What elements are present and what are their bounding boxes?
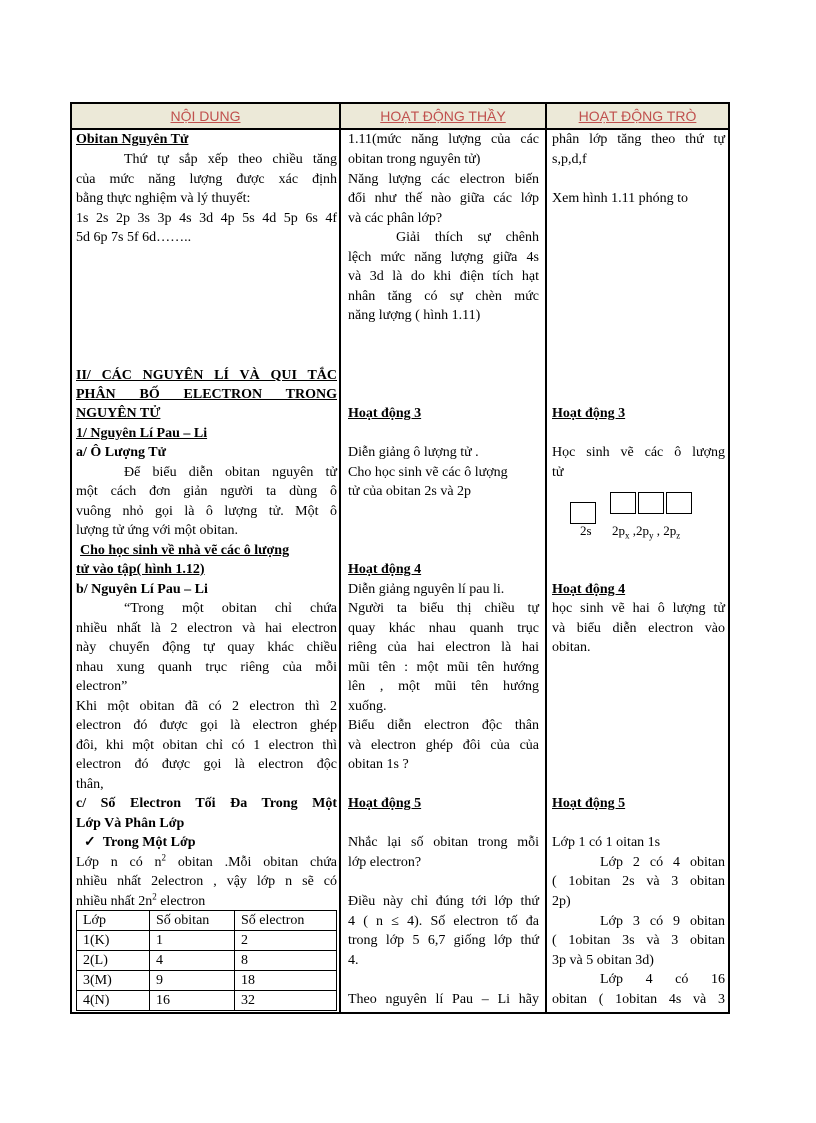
text-line: bằng thực nghiệm và lý thuyết: bbox=[76, 191, 251, 206]
section-heading: NGUYÊN TỬ bbox=[76, 406, 161, 421]
column-divider bbox=[339, 104, 341, 1012]
text-line: 4 ( n ≤ 4). Số electron tố đa bbox=[348, 914, 539, 929]
lesson-table bbox=[70, 102, 730, 1014]
text-line: lớp electron? bbox=[348, 855, 422, 870]
text-line: lệch mức năng lượng giữa 4s bbox=[348, 250, 539, 265]
text-line: “Trong một obitan chỉ chứa bbox=[124, 601, 337, 616]
table-cell: 4 bbox=[150, 951, 235, 971]
text-line: lượng tử ứng với một obitan. bbox=[76, 523, 239, 538]
text-line: nhân tăng có sự chèn mức bbox=[348, 289, 539, 304]
text-line: Khi một obitan đã có 2 electron thì 2 bbox=[76, 699, 337, 714]
text-line: mũi tên : một mũi tên hướng bbox=[348, 660, 539, 675]
text-line: xuống. bbox=[348, 699, 387, 714]
orbital-label-2s: 2s bbox=[580, 523, 592, 538]
activity-4-heading: Hoạt động 4 bbox=[552, 582, 626, 597]
table-header-cell: Số electron bbox=[235, 911, 337, 931]
orbital-label-2p: $2p_x$ $,2p_y$ , $2p_z$ bbox=[612, 523, 681, 541]
text-line: năng lượng ( hình 1.11) bbox=[348, 308, 481, 323]
text-line: electron đó được gọi là electron ghép bbox=[76, 718, 337, 733]
text-line: Giải thích sự chênh bbox=[396, 230, 539, 245]
table-cell: 1 bbox=[150, 931, 235, 951]
activity-3-heading: Hoạt động 3 bbox=[552, 406, 626, 421]
text-line: Diễn giảng nguyên lí pau li. bbox=[348, 582, 505, 597]
obitan-title: Obitan Nguyên Tử bbox=[76, 132, 189, 147]
header-hoat-dong-tro: HOẠT ĐỘNG TRÒ bbox=[547, 104, 728, 130]
text-line: 1.11(mức năng lượng của các bbox=[348, 132, 539, 147]
text-line: Lớp 3 có 9 obitan bbox=[600, 914, 725, 929]
text-line: 2p) bbox=[552, 894, 571, 909]
activity-3-heading: Hoạt động 3 bbox=[348, 406, 422, 421]
quantum-cells-diagram bbox=[552, 490, 725, 540]
table-cell: 2 bbox=[235, 931, 337, 951]
text-line: và biểu diễn electron vào bbox=[552, 621, 725, 636]
max-electron-title: Lớp Và Phân Lớp bbox=[76, 816, 185, 831]
check-icon: ✓ bbox=[84, 835, 96, 850]
table-header-cell: Lớp bbox=[77, 911, 150, 931]
orbital-box-2s bbox=[570, 502, 596, 524]
text-line: nhiều nhất 2electron , vậy lớp n sẽ có bbox=[76, 874, 337, 889]
text-line: 1s 2s 2p 3s 3p 4s 3d 4p 5s 4d 5p 6s 4f bbox=[76, 211, 337, 226]
text-line: Điều này chỉ đúng tới lớp thứ bbox=[348, 894, 539, 909]
section-heading: II/ CÁC NGUYÊN LÍ VÀ QUI TẮC bbox=[76, 368, 337, 383]
text-line: Để biểu diễn obitan nguyên tử bbox=[124, 465, 337, 480]
activity-5-heading: Hoạt động 5 bbox=[552, 796, 626, 811]
text-line: Lớp 2 có 4 obitan bbox=[600, 855, 725, 870]
text-line: tử của obitan 2s và 2p bbox=[348, 484, 472, 499]
max-electron-title: c/ Số Electron Tối Đa Trong Một bbox=[76, 796, 337, 811]
text-line: Nhắc lại số obitan trong mỗi bbox=[348, 835, 539, 850]
table-row bbox=[77, 931, 337, 951]
table-cell: 32 bbox=[235, 991, 337, 1011]
text-line: quay khác nhau quanh trục bbox=[348, 621, 539, 636]
text-line: của mức năng lượng được xác định bbox=[76, 172, 337, 187]
text-line: và các phân lớp? bbox=[348, 211, 443, 226]
text-line: đôi, khi một obitan chỉ có 1 electron thì bbox=[76, 738, 337, 753]
table-cell: 18 bbox=[235, 971, 337, 991]
orbital-box-2p bbox=[638, 492, 664, 514]
orbital-box-2p bbox=[610, 492, 636, 514]
electron-table bbox=[76, 910, 337, 1011]
homework-note: tử vào tập( hình 1.12) bbox=[76, 562, 205, 577]
text-line: đổi như thế nào giữa các lớp bbox=[348, 191, 539, 206]
table-header-row bbox=[77, 911, 337, 931]
text-line: riêng của hai electron là hai bbox=[348, 640, 539, 655]
quantum-cell-title: a/ Ô Lượng Tử bbox=[76, 445, 167, 460]
text-line: electron đó được gọi là electron độc bbox=[76, 757, 337, 772]
pauli-principle-title: b/ Nguyên Lí Pau – Li bbox=[76, 582, 208, 597]
column-divider bbox=[545, 104, 547, 1012]
orbital-box-2p bbox=[666, 492, 692, 514]
content-column bbox=[76, 130, 337, 1012]
text-line: 5d 6p 7s 5f 6d…….. bbox=[76, 230, 192, 245]
text-line: Năng lượng các electron biến bbox=[348, 172, 539, 187]
text-line: học sinh vẽ hai ô lượng tử bbox=[552, 601, 725, 616]
text-line: trong lớp 5 6,7 giống lớp thứ bbox=[348, 933, 539, 948]
text-line: obitan. bbox=[552, 640, 591, 655]
table-row bbox=[77, 971, 337, 991]
table-row bbox=[77, 991, 337, 1011]
subsection-title: ✓ Trong Một Lớp bbox=[84, 835, 196, 850]
table-cell: 9 bbox=[150, 971, 235, 991]
text-line: này chuyển động tự quay khác chiều bbox=[76, 640, 337, 655]
text-line: Người ta biểu thị chiều tự bbox=[348, 601, 539, 616]
text-line: 4. bbox=[348, 953, 359, 968]
text-line: obitan ( 1obitan 4s và 3 bbox=[552, 992, 725, 1007]
table-row bbox=[77, 951, 337, 971]
text-line: tử bbox=[552, 465, 564, 480]
text-line: Theo nguyên lí Pau – Li hãy bbox=[348, 992, 539, 1007]
text-line: nhiều nhất là 2 electron và hai electron bbox=[76, 621, 337, 636]
text-line: Xem hình 1.11 phóng to bbox=[552, 191, 688, 206]
table-cell: 2(L) bbox=[77, 951, 150, 971]
text-line: nhau xung quanh trục riêng của mỗi bbox=[76, 660, 337, 675]
text-line: Lớp 1 có 1 oitan 1s bbox=[552, 835, 661, 850]
text-line: electron” bbox=[76, 679, 128, 694]
text-line: và 3d là do khi điện tích hạt bbox=[348, 269, 539, 284]
text-line: s,p,d,f bbox=[552, 152, 587, 167]
text-line: Cho học sinh vẽ các ô lượng bbox=[348, 465, 508, 480]
activity-4-heading: Hoạt động 4 bbox=[348, 562, 422, 577]
text-line: 3p và 5 obitan 3d) bbox=[552, 953, 654, 968]
table-cell: 1(K) bbox=[77, 931, 150, 951]
text-line: vuông nhỏ gọi là ô lượng tử. Một ô bbox=[76, 504, 337, 519]
section-heading: PHÂN BỐ ELECTRON TRONG bbox=[76, 387, 337, 402]
text-line: thân, bbox=[76, 777, 104, 792]
table-header-cell: Số obitan bbox=[150, 911, 235, 931]
table-cell: 8 bbox=[235, 951, 337, 971]
text-line: và electron ghép đôi của của bbox=[348, 738, 539, 753]
teacher-column bbox=[348, 130, 539, 1012]
table-cell: 4(N) bbox=[77, 991, 150, 1011]
text-line: obitan trong nguyên tử) bbox=[348, 152, 481, 167]
text-line: một cách đơn giản người ta dùng ô bbox=[76, 484, 337, 499]
text-line: Lớp 4 có 16 bbox=[600, 972, 725, 987]
homework-note: Cho học sinh về nhà vẽ các ô lượng bbox=[80, 543, 290, 558]
activity-5-heading: Hoạt động 5 bbox=[348, 796, 422, 811]
text-line: ( 1obitan 3s và 3 obitan bbox=[552, 933, 725, 948]
text-line: Diễn giảng ô lượng tử . bbox=[348, 445, 479, 460]
text-line: obitan 1s ? bbox=[348, 757, 409, 772]
text-line: ( 1obitan 2s và 3 obitan bbox=[552, 874, 725, 889]
text-line: Thứ tự sắp xếp theo chiều tăng bbox=[124, 152, 337, 167]
text-line: nhiều nhất $2n^2$ electron bbox=[76, 891, 206, 909]
pauli-title: 1/ Nguyên Lí Pau – Li bbox=[76, 426, 208, 441]
text-line: lên , một mũi tên hướng bbox=[348, 679, 539, 694]
header-noi-dung: NỘI DUNG bbox=[72, 104, 339, 130]
text-line: phân lớp tăng theo thứ tự bbox=[552, 132, 725, 147]
text-line: Học sinh vẽ các ô lượng bbox=[552, 445, 725, 460]
student-column bbox=[552, 130, 725, 1012]
text-line: Lớp n có $n^2$ obitan .Mỗi obitan chứa bbox=[76, 852, 338, 870]
header-hoat-dong-thay: HOẠT ĐỘNG THẦY bbox=[341, 104, 545, 130]
table-cell: 16 bbox=[150, 991, 235, 1011]
table-cell: 3(M) bbox=[77, 971, 150, 991]
text-line: Biểu diễn electron độc thân bbox=[348, 718, 539, 733]
